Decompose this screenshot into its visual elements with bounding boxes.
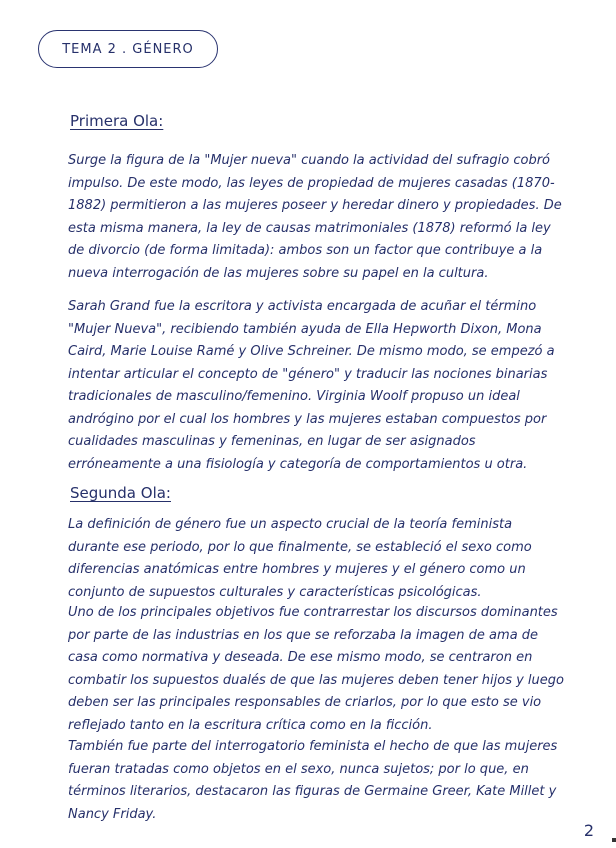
page-number: 2 bbox=[583, 821, 594, 840]
paragraph: Sarah Grand fue la escritora y activista encargada de acuñar el término "Mujer Nueva", recibiendo también ayuda de Ella Hepworth Dixon, Mona Caird, Marie Louise Ramé y Olive Schreiner. De mismo modo, se empezó a intentar articular el concepto de "género" y traducir las nociones binarias tradicionales de masculino/femenino. Virginia Woolf propuso un ideal andrógino por el cual los hombres y las mujeres estaban compuestos por cualidades masculinas y femeninas, en lugar de ser asignados erróneamente a una fisiología y categoría de comportamientos u otra. bbox=[68, 299, 555, 472]
section-heading-primera-ola: Primera Ola: bbox=[70, 112, 164, 130]
paragraph: La definición de género fue un aspecto crucial de la teoría feminista durante ese periodo, por lo que finalmente, se estableció el sexo como diferencias anatómicas entre hombres y mujeres y el género como un conjunto de supuestos culturales y características psicológicas. bbox=[68, 517, 532, 600]
paragraph: Uno de los principales objetivos fue contrarrestar los discursos dominantes por parte de las industrias en los que se reforzaba la imagen de ama de casa como normativa y deseada. De ese mismo modo, se centraron en combatir los supuestos dualés de que las mujeres deben tener hijos y luego deben ser las principales responsables de criarlos, por lo que esto se vio reflejado tanto en la escritura crítica como en la ficción. bbox=[68, 605, 564, 733]
section-heading-segunda-ola: Segunda Ola: bbox=[70, 484, 171, 502]
page-title: TEMA 2 . GÉNERO bbox=[38, 30, 218, 68]
paragraph: También fue parte del interrogatorio feminista el hecho de que las mujeres fueran tratadas como objetos en el sexo, nunca sujetos; por lo que, en términos literarios, destacaron las figuras de Germaine Greer, Kate Millet y Nancy Friday. bbox=[68, 739, 558, 822]
edge-mark bbox=[612, 838, 616, 842]
paragraph: Surge la figura de la "Mujer nueva" cuando la actividad del sufragio cobró impulso. De este modo, las leyes de propiedad de mujeres casadas (1870-1882) permitieron a las mujeres poseer y heredar dinero y propiedades. De esta misma manera, la ley de causas matrimoniales (1878) reformó la ley de divorcio (de forma limitada): ambos son un factor que contribuye a la nueva interrogación de las mujeres sobre su papel en la cultura. bbox=[68, 153, 562, 281]
